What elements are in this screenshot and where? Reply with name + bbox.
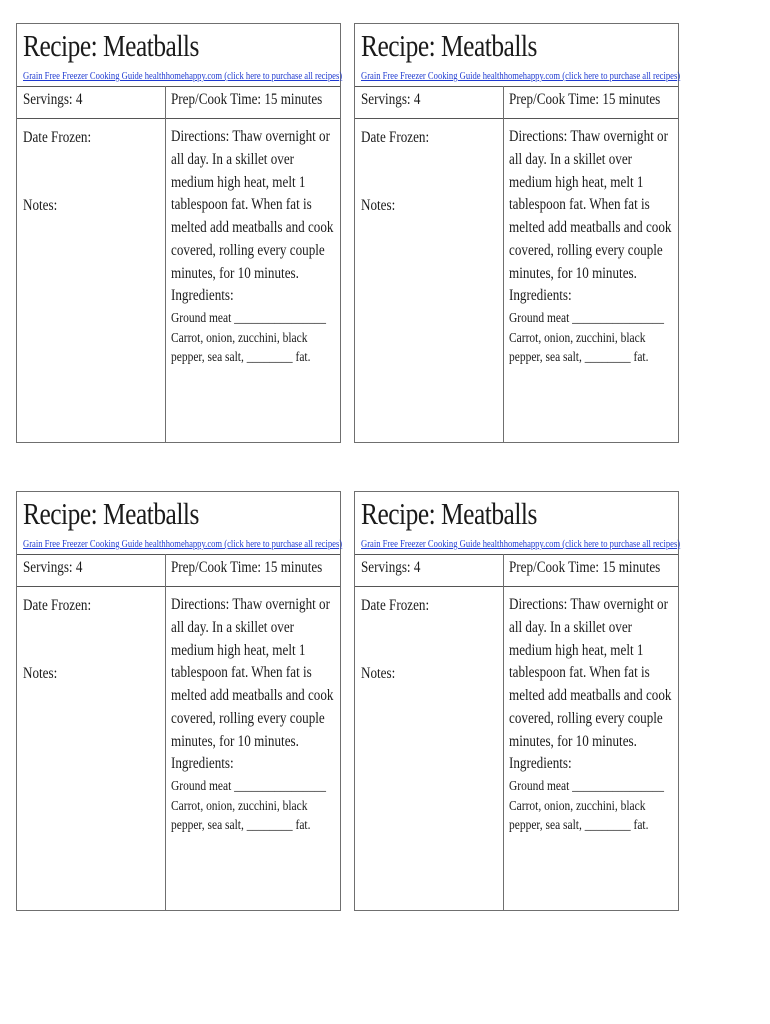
recipe-card-3 bbox=[16, 491, 341, 911]
divider bbox=[355, 86, 678, 87]
ingredient-line: Carrot, onion, zucchini, black pepper, sea salt, ________ fat. bbox=[171, 798, 311, 833]
ingredients-list bbox=[171, 777, 339, 836]
ingredient-line: Carrot, onion, zucchini, black pepper, sea salt, ________ fat. bbox=[171, 330, 311, 365]
prep-time-label: Prep/Cook Time: 15 minutes bbox=[509, 559, 661, 576]
directions-text: Directions: Thaw overnight or all day. In a skillet over medium high heat, melt 1 tablespoon fat. When fat is melted add meatballs and cook covered, rolling every couple minutes, for 10 minutes. bbox=[171, 128, 334, 282]
column-divider bbox=[165, 86, 166, 442]
date-frozen-label: Date Frozen: bbox=[23, 129, 92, 146]
divider bbox=[355, 586, 678, 587]
column-divider bbox=[503, 86, 504, 442]
recipe-title: Recipe: Meatballs bbox=[361, 28, 537, 63]
ingredient-line: Carrot, onion, zucchini, black pepper, sea salt, ________ fat. bbox=[509, 798, 649, 833]
notes-label: Notes: bbox=[23, 665, 58, 682]
purchase-link[interactable]: Grain Free Freezer Cooking Guide healthhomehappy.com (click here to purchase all recipes) bbox=[361, 70, 681, 82]
servings-label: Servings: 4 bbox=[361, 91, 421, 108]
directions-text: Directions: Thaw overnight or all day. In a skillet over medium high heat, melt 1 tablespoon fat. When fat is melted add meatballs and cook covered, rolling every couple minutes, for 10 minutes. bbox=[509, 596, 672, 750]
directions-text: Directions: Thaw overnight or all day. In a skillet over medium high heat, melt 1 tablespoon fat. When fat is melted add meatballs and cook covered, rolling every couple minutes, for 10 minutes. bbox=[171, 596, 334, 750]
date-frozen-label: Date Frozen: bbox=[361, 597, 430, 614]
notes-label: Notes: bbox=[23, 197, 58, 214]
prep-time-label: Prep/Cook Time: 15 minutes bbox=[171, 559, 323, 576]
recipe-title: Recipe: Meatballs bbox=[23, 28, 199, 63]
recipe-title: Recipe: Meatballs bbox=[23, 496, 199, 531]
directions-text: Directions: Thaw overnight or all day. In a skillet over medium high heat, melt 1 tablespoon fat. When fat is melted add meatballs and cook covered, rolling every couple minutes, for 10 minutes. bbox=[509, 128, 672, 282]
divider bbox=[355, 118, 678, 119]
recipe-title: Recipe: Meatballs bbox=[361, 496, 537, 531]
ingredients-heading: Ingredients: bbox=[509, 287, 572, 304]
ingredient-line: Ground meat ________________ bbox=[509, 311, 664, 326]
ingredients-list bbox=[509, 777, 677, 836]
date-frozen-label: Date Frozen: bbox=[23, 597, 92, 614]
divider bbox=[17, 554, 340, 555]
servings-label: Servings: 4 bbox=[23, 559, 83, 576]
ingredients-list bbox=[171, 309, 339, 368]
purchase-link[interactable]: Grain Free Freezer Cooking Guide healthhomehappy.com (click here to purchase all recipes) bbox=[361, 538, 681, 550]
prep-time-label: Prep/Cook Time: 15 minutes bbox=[509, 91, 661, 108]
divider bbox=[17, 118, 340, 119]
purchase-link[interactable]: Grain Free Freezer Cooking Guide healthhomehappy.com (click here to purchase all recipes) bbox=[23, 70, 343, 82]
servings-label: Servings: 4 bbox=[361, 559, 421, 576]
prep-time-label: Prep/Cook Time: 15 minutes bbox=[171, 91, 323, 108]
ingredient-line: Ground meat ________________ bbox=[171, 779, 326, 794]
ingredient-line: Carrot, onion, zucchini, black pepper, sea salt, ________ fat. bbox=[509, 330, 649, 365]
divider bbox=[355, 554, 678, 555]
column-divider bbox=[503, 554, 504, 910]
date-frozen-label: Date Frozen: bbox=[361, 129, 430, 146]
notes-label: Notes: bbox=[361, 197, 396, 214]
divider bbox=[17, 86, 340, 87]
recipe-card-4 bbox=[354, 491, 679, 911]
recipe-card-1 bbox=[16, 23, 341, 443]
column-divider bbox=[165, 554, 166, 910]
recipe-card-2 bbox=[354, 23, 679, 443]
ingredients-heading: Ingredients: bbox=[171, 755, 234, 772]
servings-label: Servings: 4 bbox=[23, 91, 83, 108]
ingredients-list bbox=[509, 309, 677, 368]
ingredient-line: Ground meat ________________ bbox=[171, 311, 326, 326]
ingredients-heading: Ingredients: bbox=[509, 755, 572, 772]
ingredients-heading: Ingredients: bbox=[171, 287, 234, 304]
divider bbox=[17, 586, 340, 587]
notes-label: Notes: bbox=[361, 665, 396, 682]
purchase-link[interactable]: Grain Free Freezer Cooking Guide healthhomehappy.com (click here to purchase all recipes) bbox=[23, 538, 343, 550]
ingredient-line: Ground meat ________________ bbox=[509, 779, 664, 794]
